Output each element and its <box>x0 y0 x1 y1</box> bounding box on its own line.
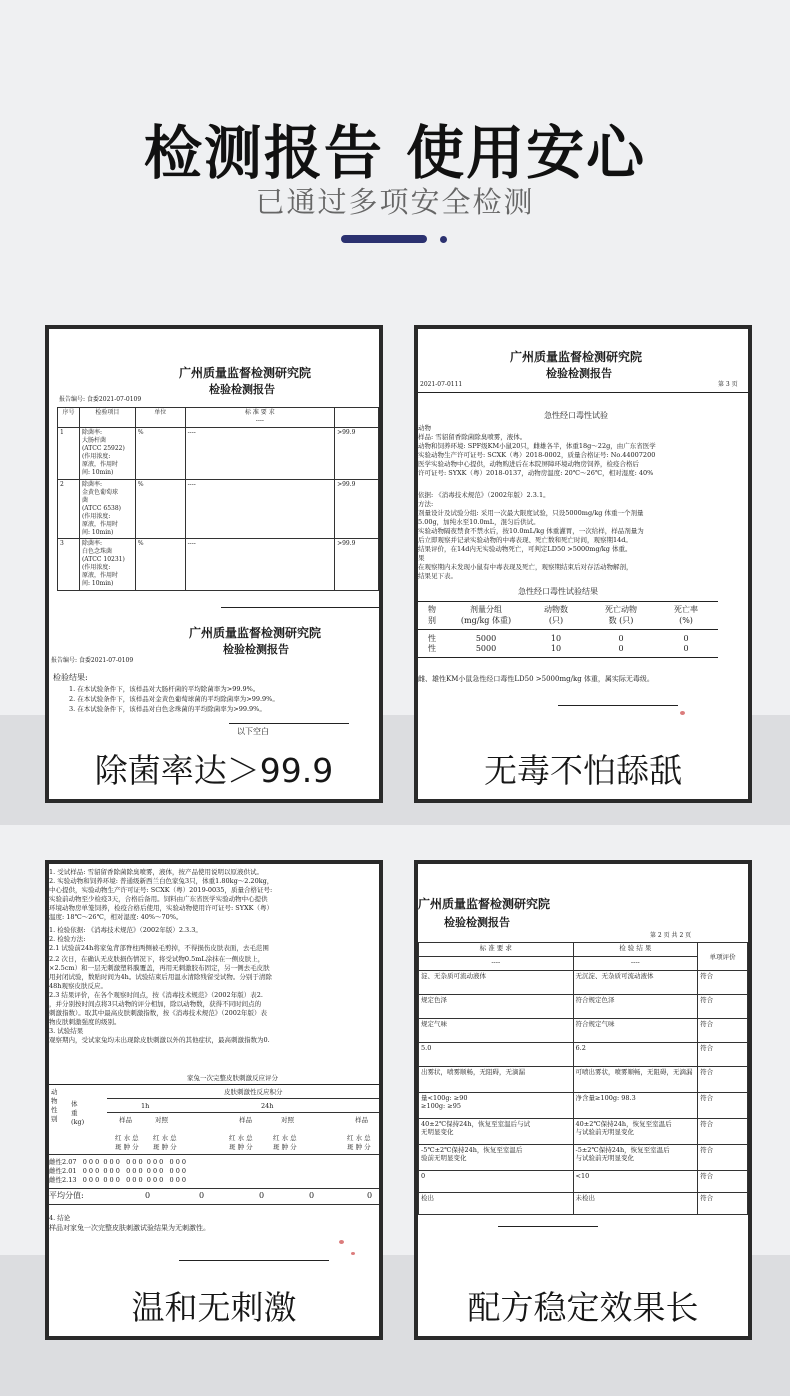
text-line: 2. 实验动物和饲养环境: 普通级新西兰白色家兔3只，体重1.80kg～2.20kg， <box>49 877 274 885</box>
sub-cols: 红 水 总 斑 肿 分 <box>229 1134 253 1151</box>
text-line: 2.3 结果评价，在各个观察时间点，按《消毒技术规范》（2002年版）表2. <box>49 991 263 999</box>
cell-values: 0 0 0 0 0 0 0 0 0 0 0 0 0 0 0 <box>82 1176 187 1184</box>
col-header: 标 准 要 求 <box>419 943 574 957</box>
cell: >99.9 <box>335 428 379 480</box>
col-header: 剂量分组 (mg/kg 体重) <box>460 605 512 625</box>
card-caption: 温和无刺激 <box>49 1274 379 1336</box>
cell: 除菌率: 金黄色葡萄球 菌 (ATCC 6538) (作用浓度: 原液，作用时 间: 10min) <box>79 480 135 539</box>
text-line: ×2.5cm）和一层无刺激塑料膜覆盖，再用无刺激胶布固定，另一侧去毛皮肤 <box>49 964 270 972</box>
section-title: 急性经口毒性试验 <box>544 411 608 420</box>
col-header: 死亡动物 数 (只) <box>605 605 637 625</box>
cell: >99.9 <box>335 480 379 539</box>
divider <box>418 657 718 658</box>
cell: 40±2℃保持24h，恢复至室温后与试 无明显变化 <box>419 1119 574 1145</box>
cell: 可喷出雾状，喷雾顺畅，无阻碍，无滴漏 <box>573 1067 698 1093</box>
text-line: 动物 <box>418 424 431 432</box>
cell: 符合规定色泽 <box>573 995 698 1019</box>
cell: 符合 <box>698 971 748 995</box>
table-row <box>58 539 379 591</box>
sub-sample: 样品 <box>119 1116 132 1124</box>
text-line: 后立即观察并记录实验动物的中毒表现、死亡数和死亡时间，观察期14d。 <box>418 536 632 544</box>
text-line: 1. 检验依据: 《消毒技术规范》（2002年版）2.3.3。 <box>49 926 202 934</box>
col-animal: 动 物 性 别 <box>51 1088 58 1123</box>
table-row <box>419 1145 748 1171</box>
divider <box>418 392 748 393</box>
cell: % <box>135 428 185 480</box>
cell: 5000 <box>475 644 497 653</box>
table-row <box>419 1093 748 1119</box>
cell: <10 <box>573 1171 698 1193</box>
table-header-row <box>418 605 718 626</box>
avg-value: 0 <box>199 1191 205 1200</box>
text-line: 1. 受试样品: 雪貂留香除菌除臭喷雾，液体，按产品使用说明以原液供试。 <box>49 868 264 876</box>
card-caption: 配方稳定效果长 <box>418 1274 748 1336</box>
cell: 符合 <box>698 1145 748 1171</box>
cell: 淀、无杂质可流动液体 <box>419 971 574 995</box>
col-weight: 体 重 (kg) <box>71 1100 85 1126</box>
col-header: 单位 <box>135 408 185 428</box>
table-row <box>49 1158 186 1167</box>
conclusion-line: 1. 在本试验条件下，该样品对大肠杆菌的平均除菌率为>99.9%。 <box>69 685 260 693</box>
text-line: 依据: 《消毒技术规范》（2002年版）2.3.1。 <box>418 491 550 499</box>
divider <box>49 1154 379 1155</box>
text-line: ，并分别按时间点将3只动物的评分相加，除以动物数，获得不同时间点的 <box>49 1000 262 1008</box>
text-line: 物皮肤刺激强度的级别。 <box>49 1018 121 1026</box>
table-row <box>58 480 379 539</box>
text-line: 医学实验动物中心提供，动物购进后在本院屏障环境动物房饲养，检疫合格后 <box>418 460 639 468</box>
col-header-dash: ---- <box>255 417 264 424</box>
table-row <box>419 1043 748 1067</box>
divider <box>558 705 678 706</box>
title-underline-bar <box>341 235 427 243</box>
cell: 出雾状，喷雾顺畅，无阻碍，无滴漏 <box>419 1067 574 1093</box>
cell: 符合 <box>698 995 748 1019</box>
avg-value: 0 <box>259 1191 265 1200</box>
sub-sample: 样品 <box>239 1116 252 1124</box>
table-row <box>419 1171 748 1193</box>
text-line: 方法: <box>418 500 434 508</box>
divider <box>107 1112 379 1113</box>
text-line: 许可证号: SYXK（粤）2018-0137，动物房温度: 20℃～26℃，相对湿度: 40% <box>418 469 654 477</box>
text-line: 48h观察皮肤反应。 <box>49 982 107 990</box>
cell: -5±2℃保持24h，恢复至室温后 与试验前无明显变化 <box>573 1145 698 1171</box>
text-line: 观察期内，受试家兔均未出现除皮肤刺激以外的其他症状，最高刺激指数为0. <box>49 1036 270 1044</box>
report-card-antibacterial <box>45 325 383 803</box>
report-card-stable-formula <box>414 860 752 1340</box>
text-line: 结果评价，在14d内无实验动物死亡，可判定LD50 >5000mg/kg 体重。 <box>418 545 632 553</box>
cell: 性 <box>428 644 436 653</box>
col-header: 单项评价 <box>698 943 748 971</box>
cell: 10 <box>550 634 562 643</box>
institute-name-2: 广州质量监督检测研究院 <box>189 626 322 640</box>
cell: 符合 <box>698 1193 748 1215</box>
cell-values: 0 0 0 0 0 0 0 0 0 0 0 0 0 0 0 <box>82 1158 187 1166</box>
body-text <box>418 424 656 478</box>
cell: 0 <box>683 644 689 653</box>
col-header: 序号 <box>58 408 80 428</box>
table-row <box>418 644 718 655</box>
cell: 1 <box>58 428 80 480</box>
page-number: 第 2 页 共 2 页 <box>650 932 692 939</box>
report-number: 报告编号: 食委2021-07-0109 <box>59 396 142 403</box>
report-title: 检验检测报告 <box>209 383 275 396</box>
text-line: 2.2 次日，在确认无皮肤损伤情况下，将受试物0.5mL涂抹在一侧皮肤上， <box>49 955 265 963</box>
red-stamp-mark <box>680 711 685 715</box>
table-title: 急性经口毒性试验结果 <box>518 587 598 596</box>
sub-control: 对照 <box>281 1116 294 1124</box>
cell: 符合 <box>698 1119 748 1145</box>
cell: 符合 <box>698 1171 748 1193</box>
col-header: 死亡率 (%) <box>674 605 698 625</box>
cell: 符合规定气味 <box>573 1019 698 1043</box>
cell: 符合 <box>698 1019 748 1043</box>
cell-values: 0 0 0 0 0 0 0 0 0 0 0 0 0 0 0 <box>82 1167 187 1175</box>
col-subheader: ---- <box>573 957 698 971</box>
cell: 符合 <box>698 1093 748 1119</box>
time-24h: 24h <box>261 1102 274 1110</box>
table-row <box>419 1019 748 1043</box>
cell: -5℃±2℃保持24h，恢复至室温后 验前无明显变化 <box>419 1145 574 1171</box>
institute-name: 广州质量监督检测研究院 <box>418 897 551 911</box>
body-text <box>49 868 273 1045</box>
report-title-2: 检验检测报告 <box>223 643 289 656</box>
text-line: 中心提供，实验动物生产许可证号: SCXK（粤）2019-0035，质量合格证号: <box>49 886 273 894</box>
cell: 6.2 <box>573 1043 698 1067</box>
cell: 5000 <box>475 634 497 643</box>
text-line: 实验动物生产许可证号: SCXK（粤）2018-0002，质量合格证号: No.44007200 <box>418 451 656 459</box>
sub-cols: 红 水 总 斑 肿 分 <box>347 1134 371 1151</box>
text-line: 实验前动物至少检疫3天，合格后备用。饲料由广东省医学实验动物中心提供 <box>49 895 268 903</box>
cell: % <box>135 480 185 539</box>
cell: 3 <box>58 539 80 591</box>
divider <box>498 1226 598 1227</box>
text-line: 在观察期内未发现小鼠有中毒表现及死亡，观察期结束后对存活动物解剖， <box>418 563 633 571</box>
cell: 40±2℃保持24h，恢复至室温后 与试验前无明显变化 <box>573 1119 698 1145</box>
title-underline-dot <box>440 236 447 243</box>
cell-sex: 雌性 <box>49 1167 62 1175</box>
report-number-2: 报告编号: 食委2021-07-0109 <box>51 657 134 664</box>
cell: ---- <box>185 480 334 539</box>
cell: 10 <box>550 644 562 653</box>
results-table <box>418 942 748 1215</box>
avg-label: 平均分值: <box>49 1191 84 1200</box>
divider <box>418 629 718 630</box>
text-line: 环境动物房单笼饲养，检疫合格后使用，实验动物使用许可证号: SYXK（粤） <box>49 904 273 912</box>
time-1h: 1h <box>141 1102 150 1110</box>
report-document <box>418 329 748 739</box>
divider <box>49 1204 379 1205</box>
table-row <box>419 995 748 1019</box>
cell: 0 <box>683 634 689 643</box>
cell: 净含量≥100g: 98.3 <box>573 1093 698 1119</box>
red-stamp-mark <box>339 1240 344 1244</box>
blank-notice: 以下空白 <box>237 727 269 736</box>
report-document <box>418 864 748 1276</box>
report-card-nontoxic <box>414 325 752 803</box>
sub-sample: 样品 <box>355 1116 368 1124</box>
divider <box>49 1188 379 1189</box>
conclusion-label: 检验结果: <box>53 673 88 682</box>
cell: 符合 <box>698 1067 748 1093</box>
page-title: 检测报告 使用安心 <box>143 119 647 187</box>
report-document <box>49 329 379 739</box>
divider <box>179 1260 329 1261</box>
report-document <box>49 864 379 1276</box>
text-line: 实验动物隔夜禁食不禁水后，按10.0mL/kg 体重灌胃，一次给样，样品剂量为 <box>418 527 644 535</box>
text-line: 2. 检验方法: <box>49 935 86 943</box>
col-header <box>185 408 334 428</box>
cell: 除菌率: 大肠杆菌 (ATCC 25922) (作用浓度: 原液，作用时 间: 10min) <box>79 428 135 480</box>
cell: 0 <box>618 644 624 653</box>
report-title: 检验检测报告 <box>444 916 510 929</box>
cell: 规定色泽 <box>419 995 574 1019</box>
col-header-text: 标 准 要 求 <box>244 409 275 416</box>
text-line: 动物和饲养环境: SPF级KM小鼠20只，雌雄各半，体重18g～22g，由广东省医学 <box>418 442 656 450</box>
table-row <box>49 1176 186 1185</box>
institute-name: 广州质量监督检测研究院 <box>510 350 643 364</box>
cell: 量<100g: ≥90 ≥100g: ≥95 <box>419 1093 574 1119</box>
cell: 0 <box>419 1171 574 1193</box>
table-title: 家兔一次完整皮肤刺激反应评分 <box>187 1074 278 1082</box>
institute-name: 广州质量监督检测研究院 <box>179 366 312 380</box>
avg-value: 0 <box>145 1191 151 1200</box>
score-header: 皮肤刺激性反应积分 <box>224 1088 283 1096</box>
text-line: 5.00g，加纯水至10.0mL，混匀后供试。 <box>418 518 540 526</box>
col-header-result <box>335 408 379 428</box>
card-caption: 无毒不怕舔舐 <box>418 737 748 799</box>
cell: >99.9 <box>335 539 379 591</box>
conclusion-label: 4. 结论 <box>49 1214 71 1222</box>
text-line: 2.1 试验前24h将家兔背部脊柱两侧被毛剪掉，不得损伤皮肤表面，去毛范围 <box>49 944 269 952</box>
divider <box>221 607 379 608</box>
cell: 0 <box>618 634 624 643</box>
cell: ---- <box>185 428 334 480</box>
divider <box>418 601 718 602</box>
card-caption: 除菌率达＞99.9 <box>49 737 379 799</box>
cell: 2 <box>58 480 80 539</box>
cell: 检出 <box>419 1193 574 1215</box>
conclusion-line: 2. 在本试验条件下，该样品对金黄色葡萄球菌的平均除菌率为>99.9%。 <box>69 695 279 703</box>
results-table <box>57 407 379 591</box>
col-header: 检验项目 <box>79 408 135 428</box>
col-subheader: ---- <box>419 957 574 971</box>
cell-weight: 2.13 <box>62 1176 77 1184</box>
table-row <box>58 428 379 480</box>
table-row <box>419 971 748 995</box>
report-title: 检验检测报告 <box>546 367 612 380</box>
avg-value: 0 <box>309 1191 315 1200</box>
text-line: 果 <box>418 554 425 562</box>
red-stamp-mark <box>351 1252 355 1255</box>
conclusion-line: 3. 在本试验条件下，该样品对白色念珠菌的平均除菌率为>99.9%。 <box>69 705 266 713</box>
cell: 5.0 <box>419 1043 574 1067</box>
table-row <box>419 1119 748 1145</box>
sub-cols: 红 水 总 斑 肿 分 <box>153 1134 177 1151</box>
text-line: 3. 试验结果 <box>49 1027 84 1035</box>
cell-weight: 2.07 <box>62 1158 77 1166</box>
body-text <box>418 491 644 581</box>
report-card-nonirritating <box>45 860 383 1340</box>
page-number: 第 3 页 <box>718 381 738 388</box>
sub-cols: 红 水 总 斑 肿 分 <box>115 1134 139 1151</box>
conclusion-text: 样品对家兔一次完整皮肤刺激试验结果为无刺激性。 <box>49 1224 210 1232</box>
cell-sex: 雌性 <box>49 1158 62 1166</box>
text-line: 温度: 18℃～26℃，相对湿度: 40%～70%。 <box>49 913 183 921</box>
cell-sex: 雌性 <box>49 1176 62 1184</box>
divider <box>107 1098 379 1099</box>
conclusion-text: 雌、雄性KM小鼠急性经口毒性LD50 >5000mg/kg 体重，属实际无毒级。 <box>418 675 654 683</box>
cell: 无沉淀、无杂质可流动液体 <box>573 971 698 995</box>
table-row <box>419 1193 748 1215</box>
sub-control: 对照 <box>155 1116 168 1124</box>
text-line: 样品: 雪貂留香除菌除臭喷雾，液体。 <box>418 433 527 441</box>
col-header: 动物数 (只) <box>544 605 568 625</box>
table-row <box>49 1167 186 1176</box>
table-row <box>418 634 718 645</box>
text-line: 结果见下表。 <box>418 572 457 580</box>
cell: 符合 <box>698 1043 748 1067</box>
page-subtitle: 已通过多项安全检测 <box>255 185 535 219</box>
divider <box>49 1084 379 1085</box>
text-line: 剂量设计及试验分组: 采用一次最大限度试验，只设5000mg/kg 体重一个剂量 <box>418 509 644 517</box>
table-row <box>419 1067 748 1093</box>
report-number: 2021-07-0111 <box>420 381 463 388</box>
text-line: 刺激指数）。取其中最高皮肤刺激指数，按《消毒技术规范》（2002年版）表 <box>49 1009 268 1017</box>
cell: ---- <box>185 539 334 591</box>
avg-value: 0 <box>367 1191 373 1200</box>
col-header: 物 别 <box>428 605 436 625</box>
divider <box>229 723 349 724</box>
cell: 规定气味 <box>419 1019 574 1043</box>
cell: 未检出 <box>573 1193 698 1215</box>
cell-weight: 2.01 <box>62 1167 77 1175</box>
cell: 除菌率: 白色念珠菌 (ATCC 10231) (作用浓度: 原液，作用时 间: 10min) <box>79 539 135 591</box>
cell: % <box>135 539 185 591</box>
col-header: 检 验 结 果 <box>573 943 698 957</box>
text-line: 用封闭试验，数贴时间为4h。试验结束后用温水清除残留受试物。分别于清除 <box>49 973 272 981</box>
sub-cols: 红 水 总 斑 肿 分 <box>273 1134 297 1151</box>
cell: 性 <box>428 634 436 643</box>
